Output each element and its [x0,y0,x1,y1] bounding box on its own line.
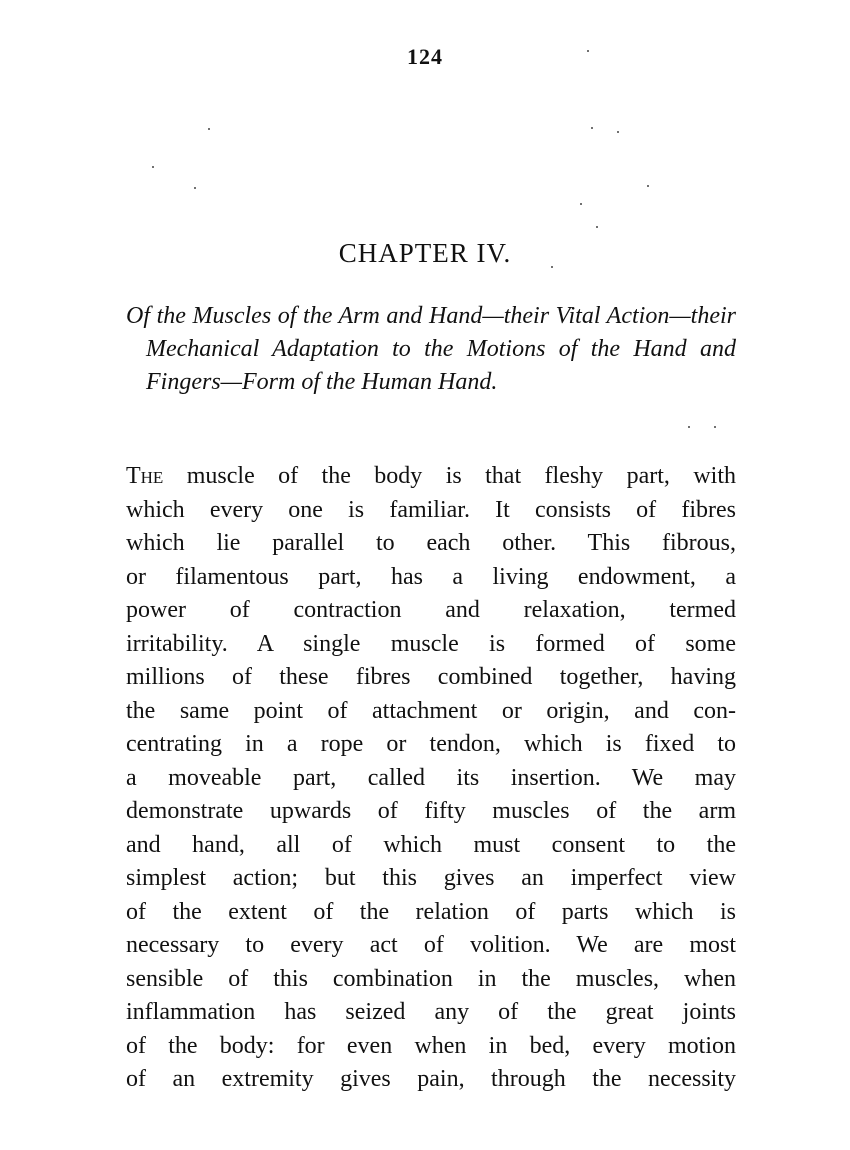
page-number: 124 [407,44,443,69]
print-speck [714,426,716,428]
print-speck [551,266,553,268]
body-line-5: power of contraction and relaxation, termed [126,597,736,623]
print-speck [591,127,593,129]
body-line-15: necessary to every act of volition. We are most [126,932,736,958]
body-line-7: millions of these fibres combined together, having [126,664,736,690]
body-line-18: of the body: for even when in bed, every motion [126,1032,736,1059]
body-line-1: The muscle of the body is that fleshy part, with [126,463,736,489]
body-line-6: irritability. A single muscle is formed of some [126,630,736,657]
body-line-14: of the extent of the relation of parts which is [126,898,736,925]
chapter-heading: CHAPTER IV. [338,238,512,268]
body-line-4: or filamentous part, has a living endowment, a [126,563,736,590]
print-speck [152,166,154,168]
print-speck [647,185,649,187]
body-line-9: centrating in a rope or tendon, which is fixed to [126,731,736,757]
body-line-3: which lie parallel to each other. This fibrous, [126,530,736,556]
chapter-summary: Of the Muscles of the Arm and Hand—their Vital Action—their Mechanical Adaptation to the Motions of the Hand and Fingers—Form of the Human Hand. [126,303,736,395]
print-speck [580,203,582,205]
body-text [126,460,736,1097]
print-speck [208,128,210,130]
print-speck [688,426,690,428]
body-line-19: of an extremity gives pain, through the necessity [126,1066,736,1092]
print-speck [587,50,589,52]
body-line-8: the same point of attachment or origin, and con- [126,697,736,724]
first-word: The [126,463,164,489]
body-line-13: simplest action; but this gives an imperfect view [126,865,736,891]
body-line-10: a moveable part, called its insertion. We may [126,764,736,791]
print-speck [617,131,619,133]
body-line-2: which every one is familiar. It consists of fibres [126,496,736,523]
body-line-12: and hand, all of which must consent to the [126,831,736,858]
body-line-16: sensible of this combination in the muscles, when [126,965,736,992]
print-speck [596,226,598,228]
body-line-17: inflammation has seized any of the great joints [126,999,736,1025]
print-speck [194,187,196,189]
body-line-11: demonstrate upwards of fifty muscles of the arm [126,798,736,824]
